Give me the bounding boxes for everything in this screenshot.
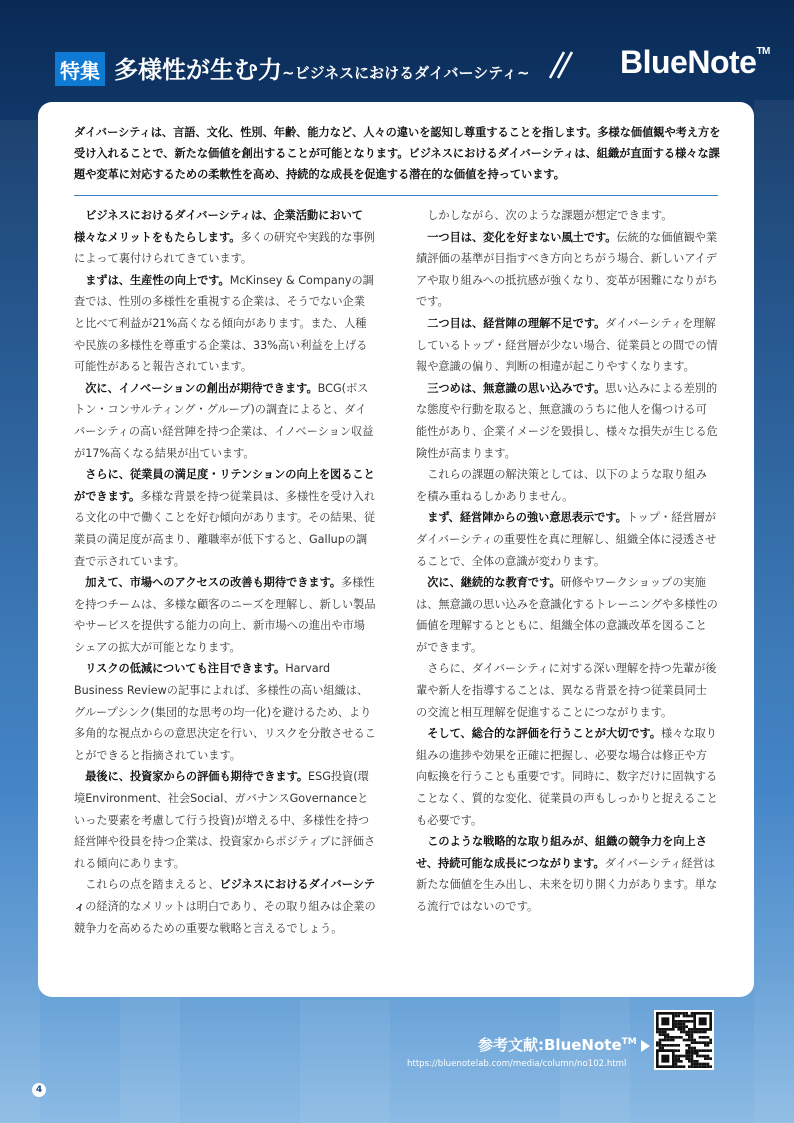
paragraph-text: 研修やワークショップの実施は、無意識の思い込みを意識化するトレーニングや多様性の価値を理解するとともに、組織全体の意識改革を図ることができます。 <box>416 576 718 654</box>
paragraph <box>416 205 718 227</box>
paragraph <box>416 723 718 831</box>
right-column <box>416 205 718 918</box>
double-slash-icon <box>546 50 576 80</box>
article-card <box>38 102 754 997</box>
paragraph-lead: 最後に、投資家からの評価も期待できます。 <box>85 770 309 784</box>
paragraph-text: これらの課題の解決策としては、以下のような取り組みを積み重ねるしかありません。 <box>416 468 707 503</box>
paragraph-text: 伝統的な価値観や業績評価の基準が目指すべき方向とちがう場合、新しいアイデアや取り組みへの抵抗感が強くなり、変革が困難になりがちです。 <box>416 230 718 309</box>
paragraph <box>416 378 718 464</box>
paragraph <box>416 507 718 572</box>
paragraph <box>416 831 718 917</box>
paragraph-text: の経済的なメリットは明白であり、その取り組みは企業の競争力を高めるための重要な戦略と言えるでしょう。 <box>74 900 376 935</box>
paragraph-text: しかしながら、次のような課題が想定できます。 <box>427 209 673 222</box>
paragraph-lead: 三つめは、無意識の思い込みです。 <box>427 381 606 395</box>
paragraph <box>74 378 376 464</box>
paragraph <box>416 464 718 507</box>
paragraph-text: ダイバーシティ経営は新たな価値を生み出し、未来を切り開く力があります。単なる流行ではないのです。 <box>416 856 718 913</box>
paragraph-text: ダイバーシティを理解しているトップ・経営層が少ない場合、従業員との間での情報や意識の偏り、判断の相違が起こりやすくなります。 <box>416 316 718 374</box>
paragraph-text: 様々な取り組みの進捗や効果を正確に把握し、必要な場合は修正や方向転換を行うことも重要です。同時に、数字だけに固執することなく、質的な変化、従業員の声もしっかりと捉えることも必要です。 <box>416 727 718 827</box>
paragraph-lead: まず、経営陣からの強い意思表示です。 <box>427 511 627 525</box>
paragraph-text: さらに、ダイバーシティに対する深い理解を持つ先輩が後輩や新人を指導することは、異なる背景を持つ従業員同士の交流と相互理解を促進することにつながります。 <box>416 662 717 719</box>
paragraph <box>416 658 718 723</box>
title-main: 多様性が生む力 <box>114 56 282 84</box>
paragraph <box>74 874 376 939</box>
paragraph-text: BCG(ボストン・コンサルティング・グループ)の調査によると、ダイバーシティの高い経営陣を持つ企業は、イノベーション収益が17%高くなる結果が出ています。 <box>74 381 374 460</box>
page-number: 4 <box>32 1083 46 1097</box>
paragraph-lead: このような戦略的な取り組みが、組織の競争力を向上させ、持続可能な成長につながります。 <box>416 835 707 870</box>
paragraph <box>416 227 718 313</box>
paragraph-lead: リスクの低減についても注目できます。 <box>85 662 286 676</box>
paragraph-lead: さらに、従業員の満足度・リテンションの向上を図ることができます。 <box>74 468 375 503</box>
paragraph-lead: まずは、生産性の向上です。 <box>85 273 230 287</box>
feature-tag: 特集 <box>55 52 105 86</box>
reference-link[interactable]: 参考文献:BlueNote™ <box>478 1034 650 1055</box>
bluenote-logo: BlueNote™ <box>620 44 770 80</box>
paragraph-lead: 一つ目は、変化を好まない風土です。 <box>427 230 617 244</box>
divider <box>74 195 718 196</box>
paragraph-lead: 次に、継続的な教育です。 <box>427 576 561 590</box>
paragraph-lead: そして、総合的な評価を行うことが大切です。 <box>427 727 662 741</box>
paragraph <box>74 766 376 874</box>
paragraph <box>74 464 376 572</box>
paragraph-text: 思い込みによる差別的な態度や行動を取ると、無意識のうちに他人を傷つける可能性があり、企業イメージを毀損し、様々な損失が生じる危険性が高まります。 <box>416 381 718 460</box>
reference-url[interactable]: https://bluenotelab.com/media/column/no102.html <box>407 1059 627 1069</box>
left-column <box>74 205 376 939</box>
paragraph-lead: 次に、イノベーションの創出が期待できます。 <box>85 381 318 395</box>
paragraph-text: 多様性を持つチームは、多様な顧客のニーズを理解し、新しい製品やサービスを提供する能力の向上、新市場への進出や市場シェアの拡大が可能となります。 <box>74 576 376 654</box>
intro-paragraph: ダイバーシティは、言語、文化、性別、年齢、能力など、人々の違いを認知し尊重することを指します。多様な価値観や考え方を受け入れることで、新たな価値を創出することが可能となります。ビジネスにおけるダイバーシティは、組織が直面する様々な課題や変革に対応するための柔軟性を高め、持続的な成長を促進する潜在的な価値を持っています。 <box>74 126 721 181</box>
paragraph-text: McKinsey & Companyの調査では、性別の多様性を重視する企業は、そうでない企業と比べて利益が21%高くなる傾向があります。また、人種や民族の多様性を尊重する企業は、33%高い利益を上げる可能性があると報告されています。 <box>74 273 374 374</box>
paragraph <box>74 572 376 658</box>
paragraph-lead: ビジネスにおけるダイバーシティ <box>74 878 376 913</box>
paragraph-text: ESG投資(環境Environment、社会Social、ガバナンスGovernanceといった要素を考慮して行う投資)が増える中、多様性を持つ経営陣や役員を持つ企業は、投資家からポジティブに評価される傾向にあります。 <box>74 770 376 870</box>
paragraph-lead: 加えて、市場へのアクセスの改善も期待できます。 <box>85 576 342 590</box>
paragraph <box>74 205 376 270</box>
paragraph-text: 多様な背景を持つ従業員は、多様性を受け入れる文化の中で働くことを好む傾向があります。その結果、従業員の満足度が高まり、離職率が低下すると、Gallupの調査で示されています。 <box>74 489 376 568</box>
paragraph <box>416 313 718 378</box>
qr-code-icon[interactable] <box>654 1010 714 1070</box>
paragraph-text: トップ・経営層がダイバーシティの重要性を真に理解し、組織全体に浸透させることで、全体の意識が変わります。 <box>416 511 717 568</box>
paragraph-text: 多くの研究や実践的な事例によって裏付けられてきています。 <box>74 230 375 266</box>
paragraph-lead: 二つ目は、経営陣の理解不足です。 <box>427 316 606 330</box>
paragraph-lead: ビジネスにおけるダイバーシティは、企業活動において様々なメリットをもたらします。 <box>74 209 363 244</box>
page-header <box>0 0 794 100</box>
play-arrow-icon <box>641 1040 650 1052</box>
page-title <box>114 50 530 85</box>
paragraph-text: これらの点を踏まえると、 <box>85 878 220 892</box>
paragraph <box>416 572 718 658</box>
title-sub: ~ビジネスにおけるダイバーシティ~ <box>282 64 530 82</box>
paragraph-text: Harvard Business Reviewの記事によれば、多様性の高い組織は、グループシンク(集団的な思考の均一化)を避けるため、より多角的な視点からの意思決定を行い、リスクを分散させることができると指摘されています。 <box>74 662 376 762</box>
paragraph <box>74 658 376 766</box>
paragraph <box>74 270 376 378</box>
